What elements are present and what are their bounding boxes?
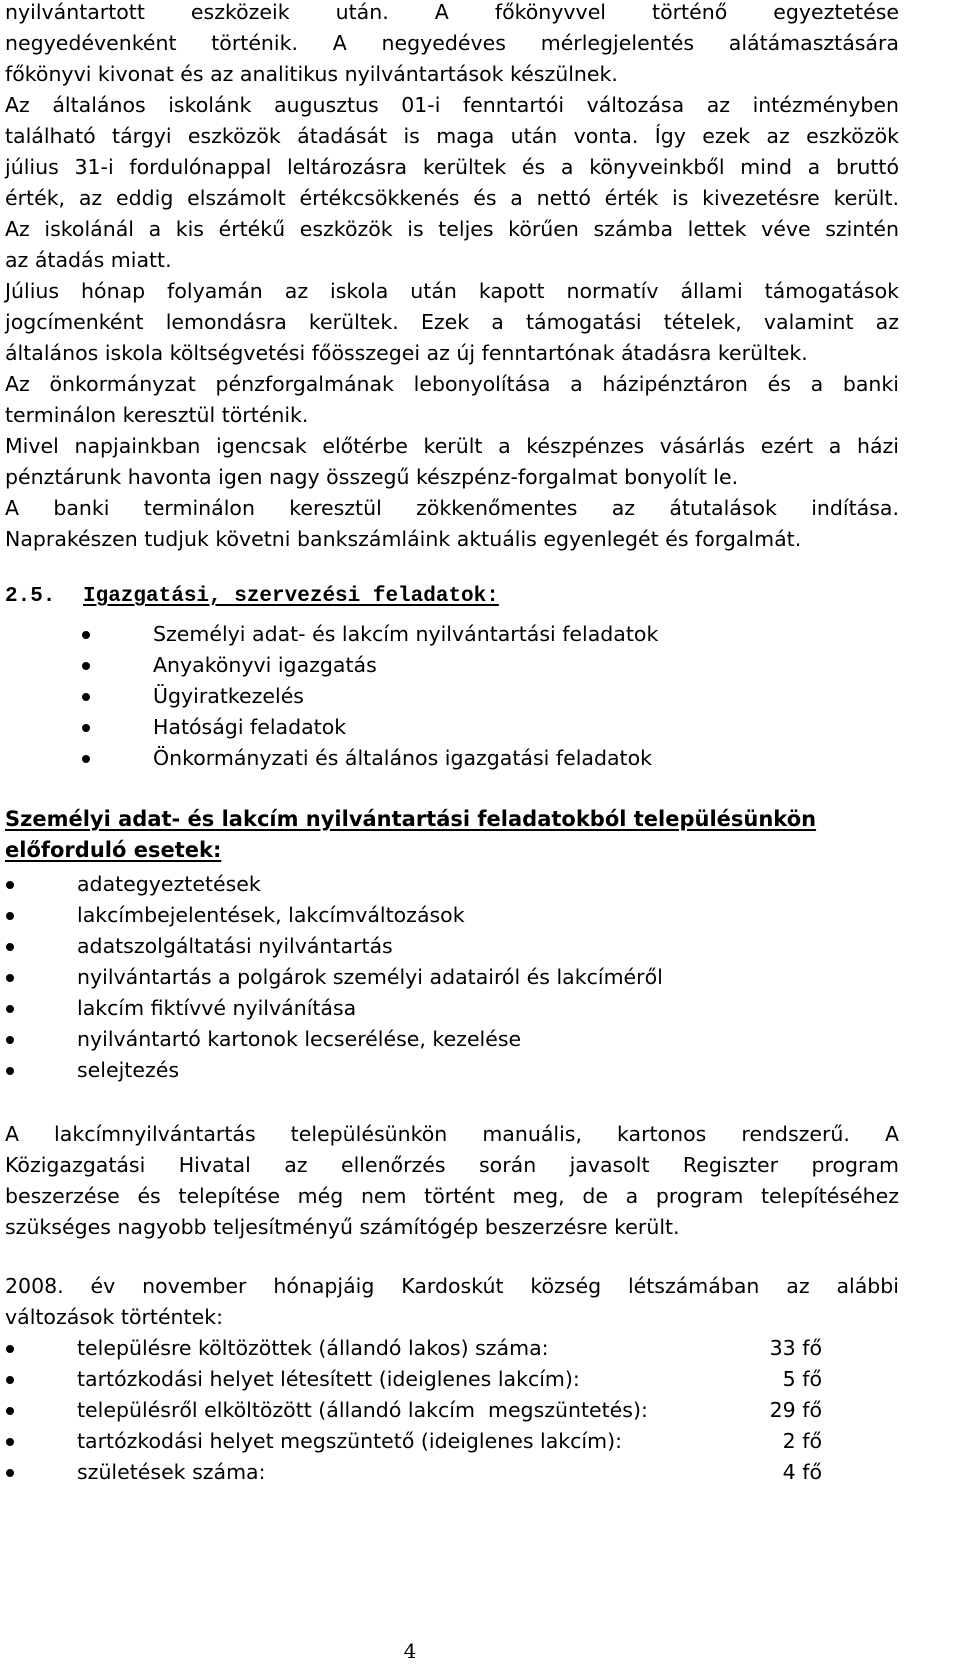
stat-value: 33 fő [769, 1336, 822, 1360]
bullet-icon [82, 693, 90, 701]
list-item: Anyakönyvi igazgatás [0, 650, 900, 680]
stats-intro: 2008. év november hónapjáig Kardoskút község létszámában az alábbi [5, 1274, 899, 1298]
list-item: Önkormányzati és általános igazgatási feladatok [0, 743, 900, 773]
intro-line: főkönyvi kivonat és az analitikus nyilvántartások készülnek. [5, 62, 618, 86]
stat-item [0, 1333, 900, 1363]
stat-label: tartózkodási helyet megszüntető (ideiglenes lakcím): [77, 1429, 622, 1453]
subsection-heading: Személyi adat- és lakcím nyilvántartási feladatokból településünkön [5, 807, 817, 831]
list-item: Ügyiratkezelés [0, 681, 900, 711]
list-item: adategyeztetések [0, 869, 900, 899]
list-item: nyilvántartó kartonok lecserélése, kezelése [0, 1024, 900, 1054]
intro-line: negyedévenként történik. A negyedéves mérlegjelentés alátámasztására [5, 31, 899, 55]
stat-value: 2 fő [782, 1429, 822, 1453]
intro-line: Mivel napjainkban igencsak előtérbe került a készpénzes vásárlás ezért a házi [5, 434, 899, 458]
bullet-icon [6, 1345, 14, 1353]
stat-item [0, 1364, 900, 1394]
bullet-icon [6, 1067, 14, 1075]
bullet-icon [6, 1438, 14, 1446]
intro-line: Az iskolánál a kis értékű eszközök is teljes körűen számba lettek véve szintén [5, 217, 899, 241]
stat-value: 5 fő [782, 1367, 822, 1391]
intro-line: július 31-i fordulónappal leltározásra kerültek és a könyveinkből mind a bruttó [5, 155, 899, 179]
stat-label: tartózkodási helyet létesített (ideiglenes lakcím): [77, 1367, 580, 1391]
register-line: A lakcímnyilvántartás településünkön manuális, kartonos rendszerű. A [5, 1122, 899, 1146]
list-item: adatszolgáltatási nyilvántartás [0, 931, 900, 961]
stat-value: 4 fő [782, 1460, 822, 1484]
intro-line: általános iskola költségvetési főösszegei az új fenntartónak átadásra kerültek. [5, 341, 808, 365]
intro-line: jogcímenként lemondásra kerültek. Ezek a támogatási tételek, valamint az [5, 310, 899, 334]
section-number: 2.5. [5, 585, 56, 608]
stat-label: településről elköltözött (állandó lakcím megszüntetés): [77, 1398, 648, 1422]
section-title: Igazgatási, szervezési feladatok: [83, 585, 499, 608]
bullet-icon [82, 662, 90, 670]
intro-line: nyilvántartott eszközeik után. A főkönyvvel történő egyeztetése [5, 0, 899, 24]
intro-line: Az önkormányzat pénzforgalmának lebonyolítása a házipénztáron és a banki [5, 372, 899, 396]
bullet-icon [6, 912, 14, 920]
bullet-icon [6, 943, 14, 951]
bullet-icon [82, 724, 90, 732]
stat-label: születések száma: [77, 1460, 266, 1484]
intro-line: terminálon keresztül történik. [5, 403, 309, 427]
page-number: 4 [403, 1639, 417, 1663]
intro-line: A banki terminálon keresztül zökkenőmentes az átutalások indítása. [5, 496, 899, 520]
list-item: selejtezés [0, 1055, 900, 1085]
bullet-icon [6, 1376, 14, 1384]
intro-line: Július hónap folyamán az iskola után kapott normatív állami támogatások [5, 279, 899, 303]
list-item: lakcím fiktívvé nyilvánítása [0, 993, 900, 1023]
register-line: szükséges nagyobb teljesítményű számítógép beszerzésre került. [5, 1215, 680, 1239]
stat-item [0, 1395, 900, 1425]
stat-item [0, 1457, 900, 1487]
intro-line: Naprakészen tudjuk követni bankszámláink aktuális egyenlegét és forgalmát. [5, 527, 802, 551]
bullet-icon [6, 1005, 14, 1013]
section-heading [5, 580, 499, 614]
intro-line: található tárgyi eszközök átadását is maga után vonta. Így ezek az eszközök [5, 124, 899, 148]
list-item: nyilvántartás a polgárok személyi adatairól és lakcíméről [0, 962, 900, 992]
intro-line: érték, az eddig elszámolt értékcsökkenés és a nettó érték is kivezetésre került. [5, 186, 899, 210]
intro-line: Az általános iskolánk augusztus 01-i fenntartói változása az intézményben [5, 93, 899, 117]
bullet-icon [6, 1036, 14, 1044]
stats-intro: változások történtek: [5, 1305, 223, 1329]
intro-line: pénztárunk havonta igen nagy összegű készpénz-forgalmat bonyolít le. [5, 465, 739, 489]
bullet-icon [82, 631, 90, 639]
bullet-icon [6, 974, 14, 982]
stat-item [0, 1426, 900, 1456]
list-item: Hatósági feladatok [0, 712, 900, 742]
register-line: Közigazgatási Hivatal az ellenőrzés során javasolt Regiszter program [5, 1153, 899, 1177]
list-item: lakcímbejelentések, lakcímváltozások [0, 900, 900, 930]
bullet-icon [6, 881, 14, 889]
bullet-icon [82, 755, 90, 763]
subsection-heading: előforduló esetek: [5, 838, 222, 862]
stat-value: 29 fő [769, 1398, 822, 1422]
intro-line: az átadás miatt. [5, 248, 172, 272]
bullet-icon [6, 1407, 14, 1415]
stat-label: településre költözöttek (állandó lakos) száma: [77, 1336, 549, 1360]
register-line: beszerzése és telepítése még nem történt meg, de a program telepítéséhez [5, 1184, 899, 1208]
list-item: Személyi adat- és lakcím nyilvántartási feladatok [0, 619, 900, 649]
bullet-icon [6, 1469, 14, 1477]
